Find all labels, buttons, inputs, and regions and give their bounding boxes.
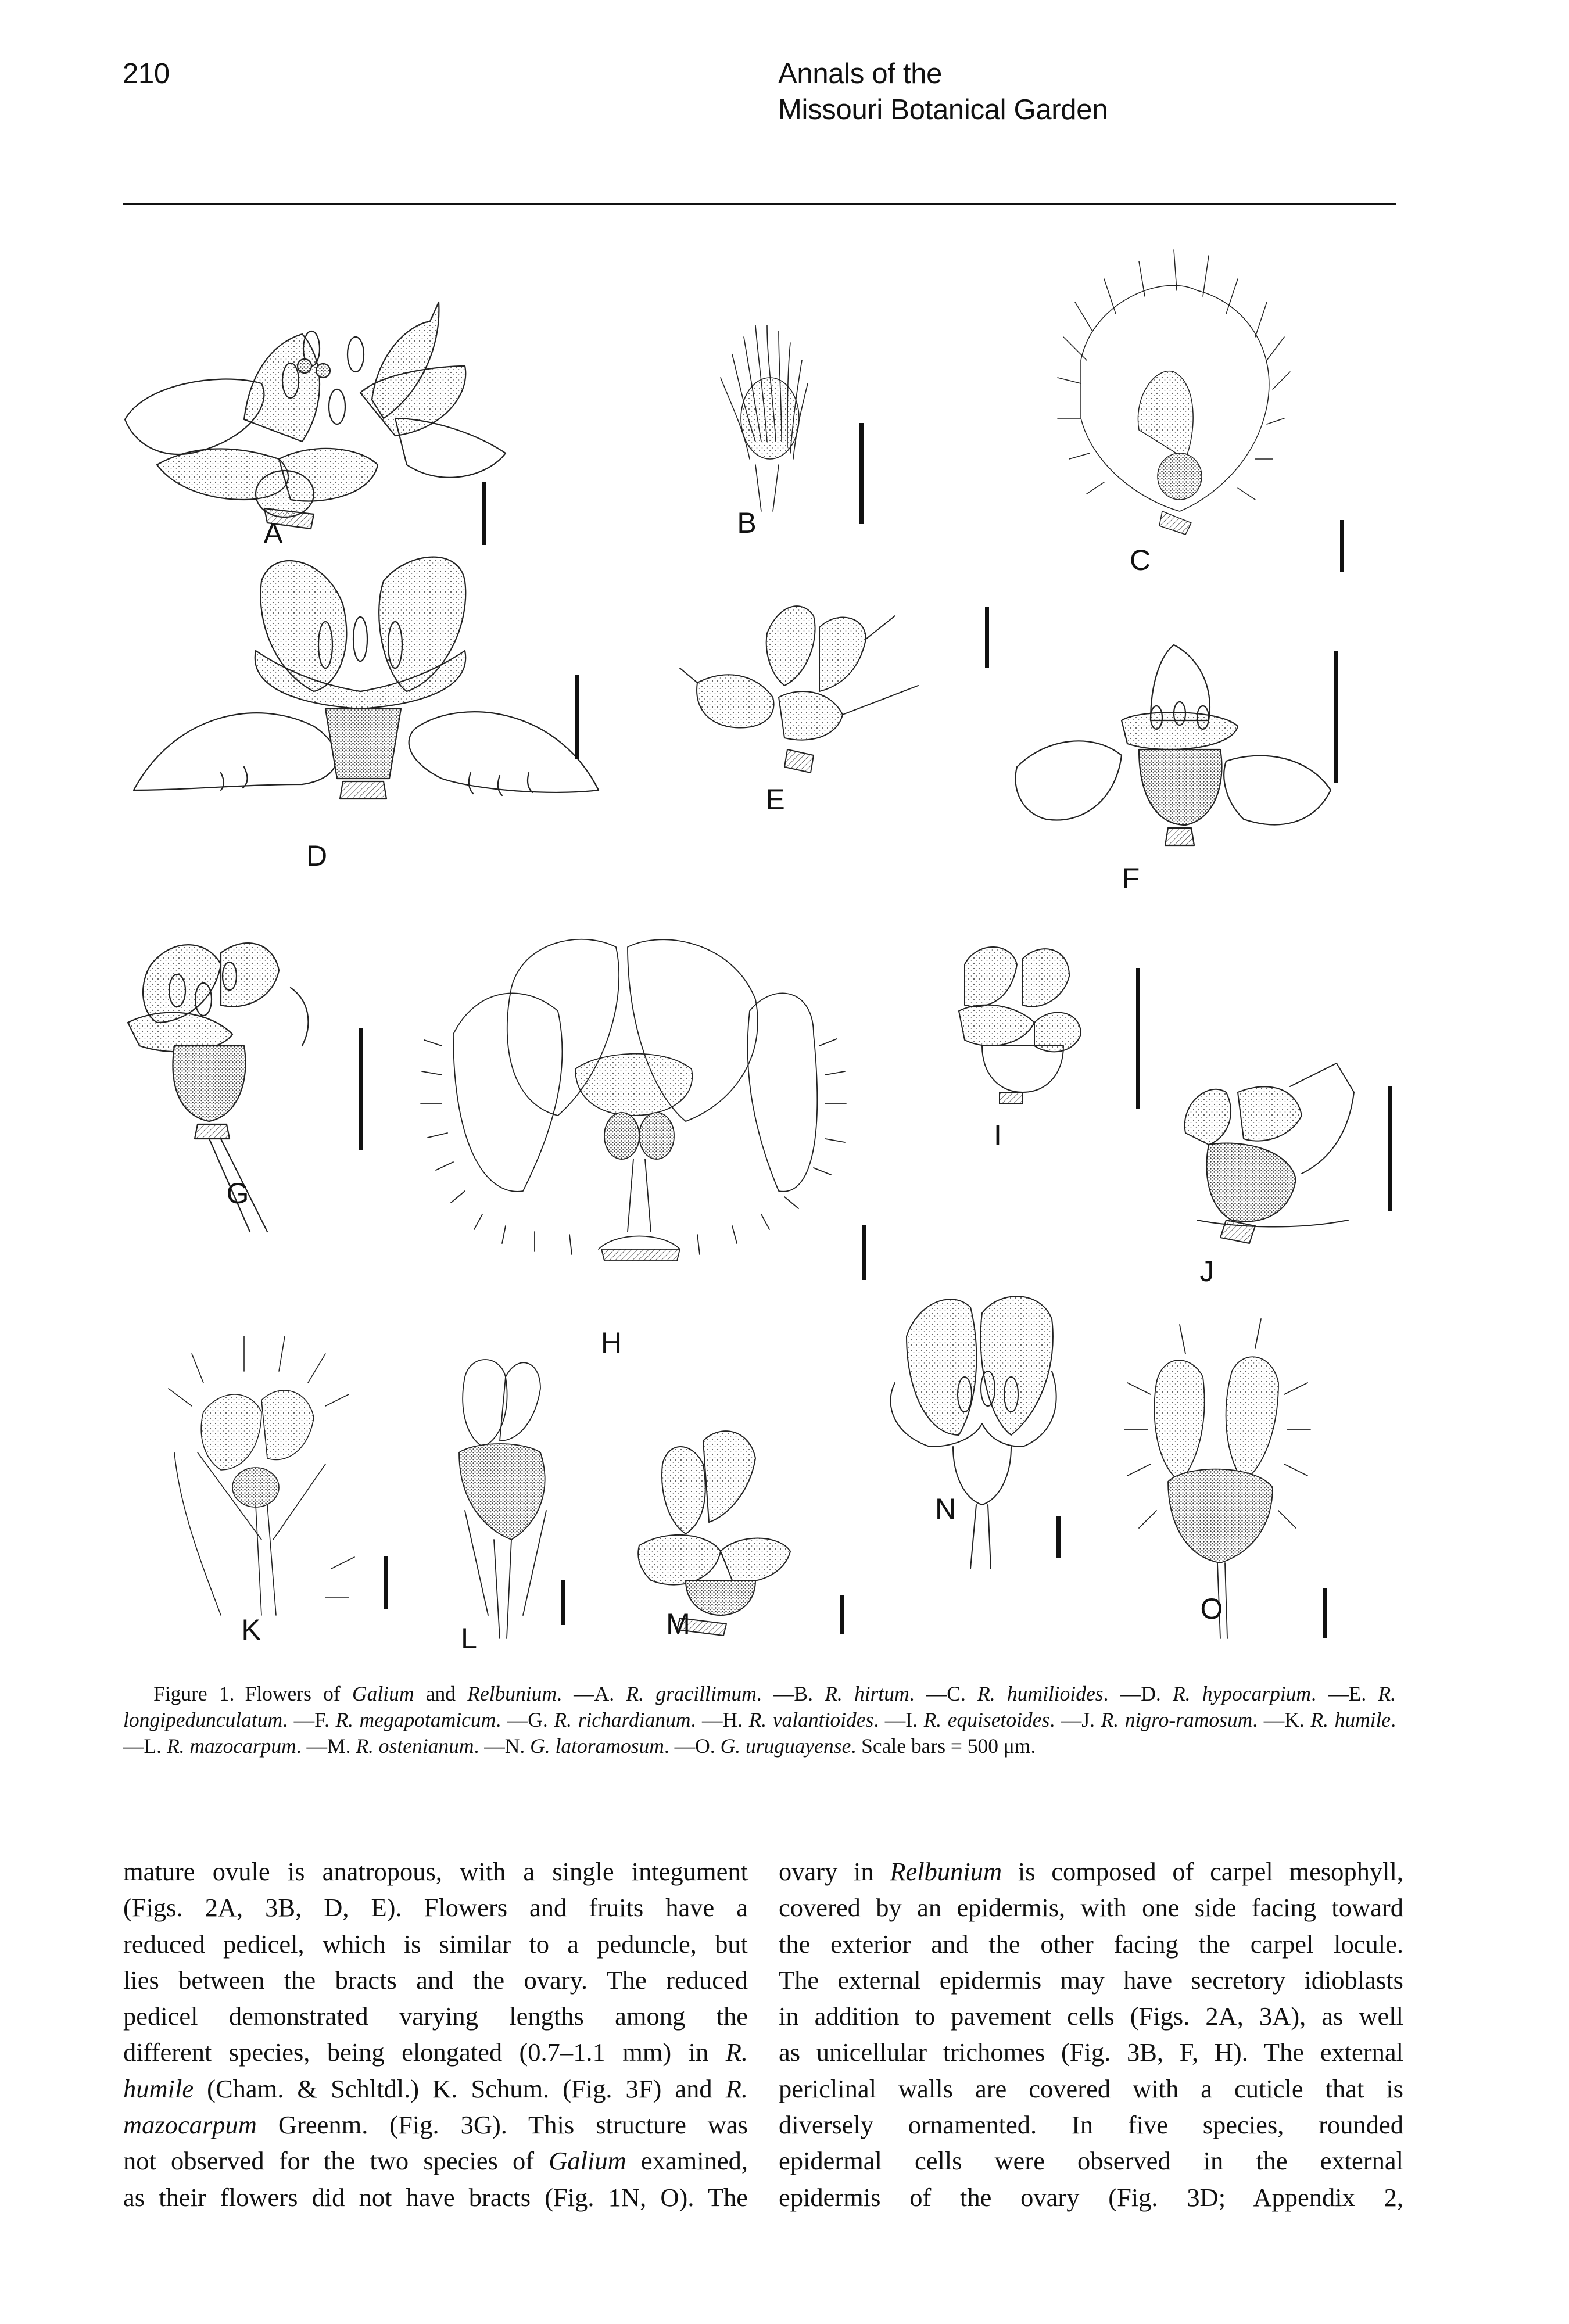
scale-bar-n <box>1056 1516 1061 1558</box>
scale-bar-f <box>1334 651 1338 783</box>
caption-entry-a: —A. R. gracillimum. <box>574 1682 762 1705</box>
scale-bar-g <box>359 1028 363 1150</box>
caption-entry-l: —L. R. mazocarpum. <box>123 1734 302 1758</box>
drawing-e <box>680 606 918 773</box>
scale-bar-h <box>862 1225 866 1280</box>
drawing-m <box>638 1431 790 1640</box>
panel-label-e: E <box>765 783 785 816</box>
body-line: epidermal cells were observed in the external <box>779 2146 1403 2176</box>
scale-bar-m <box>840 1595 844 1634</box>
caption-entry-j: —J. R. nigro-ramosum. <box>1061 1708 1258 1731</box>
scale-bar-k <box>384 1556 388 1609</box>
body-line: epidermis of the ovary (Fig. 3D; Appendix 2, <box>779 2182 1403 2212</box>
panel-label-j: J <box>1199 1255 1215 1287</box>
body-line: mature ovule is anatropous, with a single integument <box>123 1857 748 1886</box>
drawing-i <box>959 947 1081 1104</box>
caption-entry-f: —F. R. megapotamicum. <box>293 1708 501 1731</box>
caption-entry-m: —M. R. ostenianum. <box>306 1734 479 1758</box>
body-line: ovary in Relbunium is composed of carpel mesophyll, <box>779 1857 1404 1886</box>
scale-bar-e <box>985 607 989 668</box>
body-line: different species, being elongated (0.7–1.1 mm) in R. <box>123 2038 748 2067</box>
drawing-d <box>134 557 599 799</box>
caption-entry-b: —B. R. hirtum. <box>773 1682 915 1705</box>
panel-label-l: L <box>461 1622 477 1655</box>
body-line: as unicellular trichomes (Fig. 3B, F, H). The external <box>779 2038 1403 2067</box>
body-line: as their flowers did not have bracts (Fig. 1N, O). The <box>123 2182 748 2212</box>
scale-bar-j <box>1388 1086 1392 1211</box>
drawing-l <box>459 1360 546 1638</box>
caption-entry-g: —G. R. richardianum. <box>507 1708 696 1731</box>
drawing-o <box>1124 1319 1310 1638</box>
body-line: (Figs. 2A, 3B, D, E). Flowers and fruits have a <box>123 1893 748 1923</box>
figure-1 <box>116 232 1418 1662</box>
panel-label-k: K <box>241 1613 261 1646</box>
body-line: The external epidermis may have secretory idioblasts <box>779 1965 1403 1995</box>
caption-entry-e: —E. R. longipedunculatum. <box>123 1682 1396 1731</box>
scale-bar-b <box>859 423 864 524</box>
header-rule <box>123 203 1396 205</box>
body-line: lies between the bracts and the ovary. The reduced <box>123 1965 748 1995</box>
drawing-k <box>169 1336 354 1615</box>
body-line: covered by an epidermis, with one side facing toward <box>779 1893 1403 1923</box>
body-left-column <box>123 1853 748 2215</box>
panel-label-c: C <box>1129 544 1151 576</box>
caption-title: Flowers of Galium and Relbunium. <box>245 1682 562 1705</box>
scale-bar-l <box>561 1580 565 1625</box>
scale-bar-c <box>1340 520 1344 572</box>
page-number: 210 <box>123 58 170 89</box>
journal-title <box>778 56 1108 128</box>
caption-entry-k: —K. R. humile. <box>1263 1708 1396 1731</box>
body-line: reduced pedicel, which is similar to a peduncle, but <box>123 1929 748 1959</box>
drawing-g <box>128 943 308 1232</box>
body-line: not observed for the two species of Galium examined, <box>123 2146 748 2176</box>
panel-label-g: G <box>226 1177 249 1210</box>
panel-label-a: A <box>263 517 283 550</box>
figure-drawings <box>116 232 1418 1662</box>
caption-entry-i: —I. R. equisetoides. <box>884 1708 1055 1731</box>
caption-scale-note: Scale bars = 500 μm. <box>861 1734 1036 1758</box>
panel-label-i: I <box>994 1119 1002 1152</box>
body-line: humile (Cham. & Schltdl.) K. Schum. (Fig. 3F) and R. <box>123 2074 748 2103</box>
drawing-j <box>1185 1063 1354 1243</box>
drawing-b <box>721 325 808 511</box>
drawing-f <box>1015 645 1331 845</box>
figure-number: Figure 1. <box>153 1682 235 1705</box>
body-line: diversely ornamented. In five species, rounded <box>779 2110 1403 2140</box>
journal-title-line-2: Missouri Botanical Garden <box>778 94 1108 125</box>
panel-label-d: D <box>306 840 328 872</box>
caption-entry-n: —N. G. latoramosum. <box>484 1734 669 1758</box>
caption-entry-d: —D. R. hypocarpium. <box>1120 1682 1316 1705</box>
panel-label-o: O <box>1200 1593 1223 1625</box>
panel-label-h: H <box>600 1326 622 1359</box>
panel-label-m: M <box>666 1608 690 1640</box>
body-line: the exterior and the other facing the carpel locule. <box>779 1929 1403 1959</box>
caption-entry-c: —C. R. humilioides. <box>926 1682 1109 1705</box>
drawing-h <box>421 939 846 1261</box>
drawing-a <box>125 302 506 529</box>
drawing-n <box>891 1296 1056 1569</box>
panel-label-b: B <box>737 507 757 539</box>
scale-bar-i <box>1136 968 1140 1109</box>
drawing-c <box>1058 250 1290 535</box>
caption-entry-o: —O. G. uruguayense. <box>674 1734 857 1758</box>
figure-caption <box>123 1681 1396 1759</box>
scale-bar-o <box>1323 1588 1327 1638</box>
body-line: in addition to pavement cells (Figs. 2A, 3A), as well <box>779 2002 1403 2031</box>
scale-bar-d <box>575 675 579 759</box>
body-right-column <box>779 1853 1403 2215</box>
body-line: periclinal walls are covered with a cuticle that is <box>779 2074 1403 2103</box>
panel-label-n: N <box>934 1493 957 1525</box>
scale-bar-a <box>482 482 486 545</box>
caption-entry-h: —H. R. valantioides. <box>701 1708 879 1731</box>
body-line: mazocarpum Greenm. (Fig. 3G). This structure was <box>123 2110 748 2140</box>
panel-label-f: F <box>1122 862 1140 895</box>
body-line: pedicel demonstrated varying lengths among the <box>123 2002 748 2031</box>
journal-title-line-1: Annals of the <box>778 58 943 89</box>
